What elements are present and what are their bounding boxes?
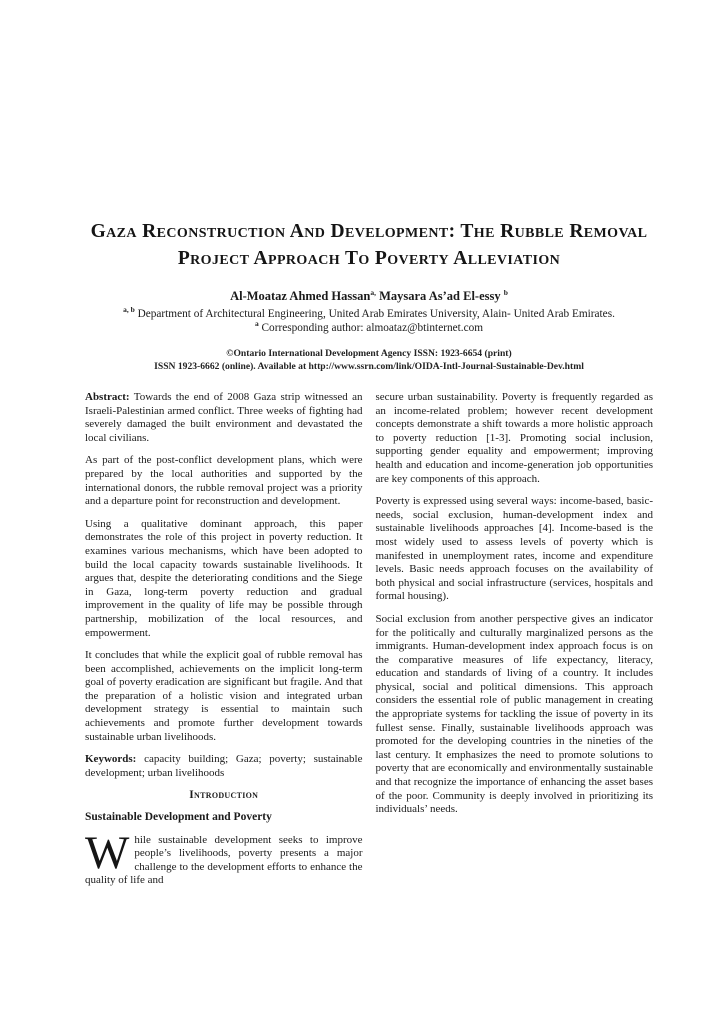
author-2-superscript: b — [503, 287, 508, 297]
affiliation-line — [85, 307, 653, 321]
abstract-label: Abstract: — [85, 391, 130, 403]
introduction-first-paragraph — [85, 826, 363, 888]
publisher-line-1: ©Ontario International Development Agency ISSN: 1923-6654 (print) — [226, 348, 512, 359]
corresponding-superscript: a — [254, 319, 259, 329]
publisher-issn-block — [85, 348, 653, 373]
corresponding-author-line — [85, 321, 653, 335]
subsection-heading: Sustainable Development and Poverty — [85, 811, 272, 824]
abstract-paragraph-3: Using a qualitative dominant approach, this paper demonstrates the role of this project in poverty reduction. It examines various mechanisms, which have been adopted to build the local capacity towards sustainable livelihoods. It argues that, despite the deteriorating conditions and the Siege in Gaza, long-term poverty reduction and gradual improvement in the quality of life may be possible through partnership, mobilization of the local resources, and empowerment. — [85, 517, 363, 639]
keywords-label: Keywords: — [85, 753, 137, 766]
affiliation-superscript: a, b — [123, 305, 135, 315]
author-name-2: Maysara As’ad El-essy — [379, 289, 501, 303]
author-name-1: Al-Moataz Ahmed Hassan — [230, 289, 371, 303]
two-column-body — [85, 391, 653, 897]
introduction-heading: Introduction — [189, 789, 259, 802]
introduction-paragraph-text: hile sustainable development seeks to improve people’s livelihoods, poverty presents a major challenge to the development efforts to enhance the quality of life and — [85, 833, 363, 887]
right-paragraph-2: Poverty is expressed using several ways: income-based, basic-needs, social exclusion, human-development index and sustainable livelihoods approaches [4]. Income-based is the most widely used to assess levels of poverty which is manifested in unemployment rates, income and expenditure levels. Basic needs approach focuses on the availability of both physical and social infrastructure (services, hospitals and formal housing). — [375, 495, 653, 603]
right-column — [376, 391, 654, 897]
abstract-paragraph-2: As part of the post-conflict development plans, which were prepared by the local authorities and supported by the international donors, the rubble removal project was a priority and a departure point for reconstruction and development. — [85, 454, 363, 508]
right-paragraph-3: Social exclusion from another perspective gives an indicator for the politically and culturally marginalized persons as the immigrants. Human-development index approach focus is on the comparative measures of life expectancy, literacy, education and standards of living of a country. It includes physical, social and political dimensions. This approach considers the essential role of public management in creating the appropriate systems for tackling the issue of poverty in its fullest sense. Finally, sustainable livelihoods approach was promoted for the developing countries in the nineties of the last century. It emphasizes the need to promote solutions to poverty that are economically and environmentally sustainable and that recognize the importance of enhancing the asset bases of the poor. Community is deeply involved in prioritizing its individuals’ needs. — [375, 612, 653, 816]
abstract-paragraph-4: It concludes that while the explicit goal of rubble removal has been accomplished, achievements on the implicit long-term goal of poverty eradication are significant but fragile. And that the preparation of a holistic vision and integrated urban development strategy is essential to maintain such achievements and promote further development towards sustainable urban livelihoods. — [85, 649, 363, 743]
affiliation-text: Department of Architectural Engineering, United Arab Emirates University, Alain- United Arab Emirates. — [137, 308, 615, 320]
page-content — [85, 218, 653, 897]
corresponding-text: Corresponding author: almoataz@btinternet.com — [261, 322, 484, 334]
publisher-line-2: ISSN 1923-6662 (online). Available at http://www.ssrn.com/link/OIDA-Intl-Journal-Sustainable-Dev.html — [154, 360, 584, 372]
abstract-paragraph-1 — [85, 391, 363, 445]
author-1-superscript: a, — [370, 287, 376, 297]
keywords-line — [85, 753, 363, 780]
drop-cap-letter: W — [85, 826, 130, 879]
abstract-paragraph-1-text: Towards the end of 2008 Gaza strip witnessed an Israeli-Palestinian armed conflict. Three weeks of fighting had severely damaged the built environment and devastated the local civilians. — [85, 391, 363, 444]
keywords-text: capacity building; Gaza; poverty; sustainable development; urban livelihoods — [85, 753, 363, 779]
left-column — [85, 391, 363, 897]
authors-line — [85, 289, 653, 304]
right-paragraph-1: secure urban sustainability. Poverty is frequently regarded as an income-related problem; however recent development concepts demonstrate a shift towards a more holistic approach to poverty reduction [1-3]. Promoting social inclusion, supporting gender equality and empowerment; improving health and education and income-generation job opportunities are key components of this approach. — [375, 391, 653, 485]
paper-title: Gaza Reconstruction And Development: The Rubble Removal Project Approach To Poverty Alleviation — [90, 221, 648, 269]
